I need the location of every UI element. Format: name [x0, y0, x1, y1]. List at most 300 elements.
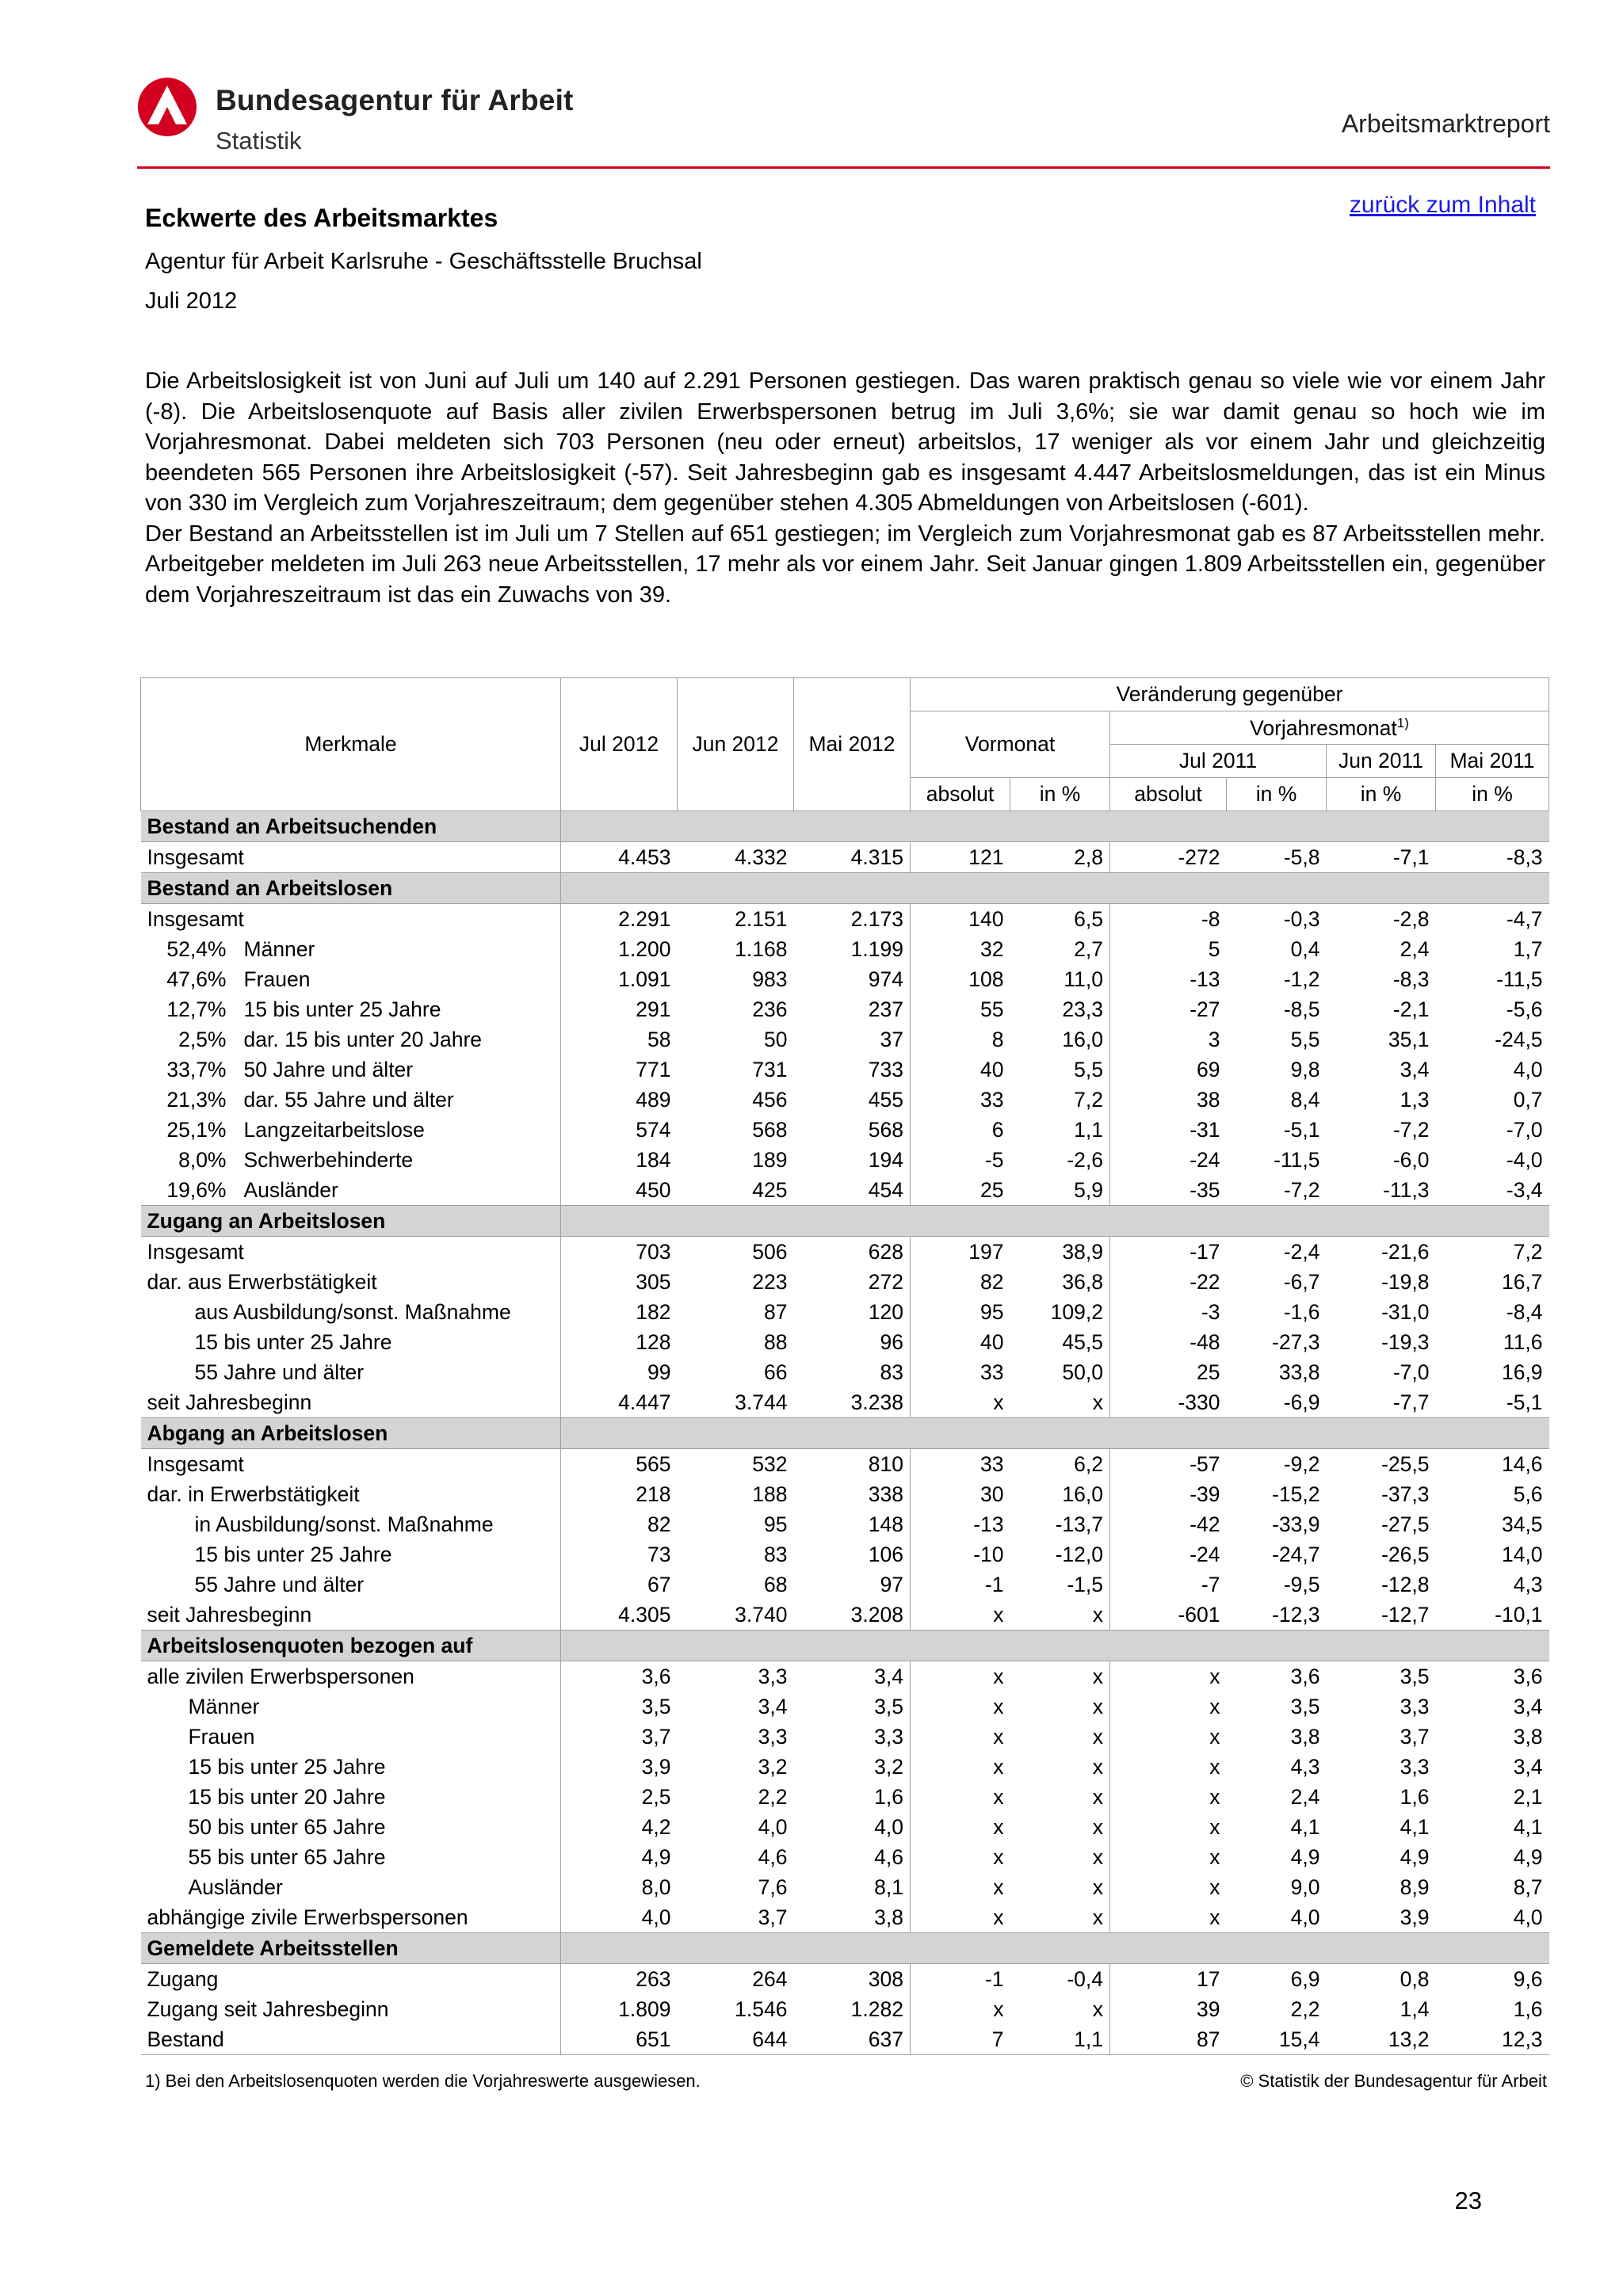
table-row	[141, 1782, 1549, 1812]
value-cell: x	[1110, 1872, 1227, 1902]
value-cell: 0,8	[1400, 1966, 1430, 1991]
value-cell: 16,0	[1062, 1027, 1103, 1051]
row-label: Zugang seit Jahresbeginn	[147, 1997, 389, 2021]
value-cell: 38,9	[1062, 1239, 1103, 1264]
value-cell: 5,5	[1290, 1027, 1320, 1051]
value-cell: 6,5	[1074, 906, 1103, 931]
value-cell: 3,6	[641, 1664, 671, 1688]
value-cell: 3.744	[735, 1390, 788, 1414]
value-cell: 2,2	[758, 1784, 788, 1809]
share-percent: 33,7%	[166, 1057, 227, 1081]
section-title: Gemeldete Arbeitsstellen	[141, 1933, 561, 1964]
value-cell: -57	[1110, 1449, 1227, 1480]
value-cell: -2,6	[1067, 1147, 1103, 1172]
value-cell: 36,8	[1062, 1269, 1103, 1294]
table-row	[141, 1357, 1549, 1387]
value-cell: 3,4	[874, 1664, 903, 1688]
col-header-jul-2011: Jul 2011	[1110, 745, 1327, 778]
value-cell: 1.282	[850, 1997, 903, 2021]
row-label-cell	[141, 1539, 561, 1569]
row-label-cell	[141, 1175, 561, 1206]
section-fill	[561, 1933, 1549, 1964]
value-cell: 99	[647, 1360, 671, 1384]
value-cell: 7	[911, 2024, 1010, 2055]
value-cell: 4,9	[1290, 1844, 1320, 1869]
value-cell: x	[1110, 1722, 1227, 1752]
value-cell: -12,7	[1381, 1602, 1430, 1627]
value-cell: 67	[647, 1572, 671, 1596]
value-cell: x	[911, 1752, 1010, 1782]
value-cell: -7,0	[1506, 1117, 1543, 1142]
value-cell: 4,0	[758, 1814, 788, 1839]
value-cell: 4.453	[618, 845, 671, 869]
section-header-row	[141, 1418, 1549, 1449]
table-row	[141, 1994, 1549, 2024]
value-cell: 637	[794, 2024, 911, 2055]
row-label-cell	[141, 1842, 561, 1872]
value-cell: x	[911, 1600, 1010, 1630]
table-row	[141, 1297, 1549, 1327]
value-cell: 4,0	[1513, 1905, 1543, 1929]
value-cell: 506	[752, 1239, 788, 1264]
value-cell: 194	[868, 1147, 903, 1172]
page-number: 23	[1454, 2187, 1482, 2214]
value-cell: 565	[636, 1451, 671, 1476]
row-label-cell	[141, 842, 561, 873]
row-label-cell	[141, 1782, 561, 1812]
row-label: Insgesamt	[147, 1239, 244, 1264]
value-cell: x	[1110, 1842, 1227, 1872]
section-title: Abgang an Arbeitslosen	[141, 1418, 561, 1449]
row-label: Insgesamt	[147, 1451, 244, 1476]
value-cell: -26,5	[1381, 1542, 1430, 1566]
value-cell: 23,3	[1062, 997, 1103, 1021]
table-row	[141, 1175, 1549, 1206]
value-cell: 8,4	[1290, 1087, 1320, 1112]
value-cell: -2,8	[1392, 906, 1430, 931]
value-cell: 128	[636, 1329, 671, 1354]
value-cell: -6,9	[1283, 1390, 1320, 1414]
value-cell: 82	[647, 1512, 671, 1536]
value-cell: 8,0	[641, 1875, 671, 1899]
value-cell: -33,9	[1272, 1512, 1320, 1536]
value-cell: x	[1092, 1784, 1103, 1809]
value-cell: 3,3	[758, 1664, 788, 1688]
table-row	[141, 1752, 1549, 1782]
value-cell: 2.291	[618, 906, 671, 931]
value-cell: 450	[636, 1177, 671, 1202]
value-cell: -13	[1110, 964, 1227, 994]
value-cell: 9,0	[1290, 1875, 1320, 1899]
row-label: 55 Jahre und älter	[194, 1572, 365, 1596]
row-label-cell	[141, 1267, 561, 1297]
value-cell: 2,8	[1074, 845, 1103, 869]
value-cell: 12,3	[1436, 2024, 1549, 2055]
value-cell: 87	[764, 1299, 788, 1324]
section-header-row	[141, 873, 1549, 904]
intro-paragraph: Die Arbeitslosigkeit ist von Juni auf Juli um 140 auf 2.291 Personen gestiegen. Das waren praktisch genau so viele wie vor einem Jahr (-8). Die Arbeitslosenquote auf Basis aller zivilen Erwerbspersonen betrug im Juli 3,6%; sie war damit genau so hoch wie im Vorjahresmonat. Dabei meldeten sich 703 Personen (neu oder erneut) arbeitslos, 17 weniger als vor einem Jahr und gleichzeitig beendeten 565 Personen ihre Arbeitslosigkeit (-57). Seit Jahresbeginn gab es insgesamt 4.447 Arbeitslosmeldungen, das ist ein Minus von 330 im Vergleich zum Vorjahreszeitraum; dem gegenüber stehen 4.305 Abmeldungen von Arbeitslosen (-601).	[145, 368, 1545, 516]
value-cell: -25,5	[1381, 1451, 1430, 1476]
value-cell: 83	[880, 1360, 903, 1384]
share-percent: 8,0%	[178, 1147, 227, 1172]
value-cell: 8	[911, 1024, 1010, 1055]
footnote-mark: 1)	[1396, 715, 1409, 730]
value-cell: 3,3	[758, 1724, 788, 1749]
value-cell: -24,5	[1495, 1027, 1543, 1051]
col-header-in-pct: in %	[1327, 778, 1436, 811]
table-row	[141, 1055, 1549, 1085]
value-cell: -601	[1110, 1600, 1227, 1630]
row-label-cell	[141, 1600, 561, 1630]
value-cell: -8,5	[1283, 997, 1320, 1021]
section-title: Bestand an Arbeitsuchenden	[141, 811, 561, 842]
value-cell: -12,3	[1272, 1602, 1320, 1627]
value-cell: -19,8	[1381, 1269, 1430, 1294]
value-cell: 120	[868, 1299, 903, 1324]
row-label: Ausländer	[243, 1177, 338, 1202]
col-header-mai-2011: Mai 2011	[1436, 745, 1549, 778]
section-fill	[561, 873, 1549, 904]
value-cell: -1,5	[1067, 1572, 1103, 1596]
row-label-cell	[141, 994, 561, 1024]
row-label-cell	[141, 1115, 561, 1145]
value-cell: 574	[636, 1117, 671, 1142]
value-cell: -0,4	[1067, 1966, 1103, 1991]
value-cell: 703	[636, 1239, 671, 1264]
value-cell: 568	[868, 1117, 903, 1142]
row-label: 15 bis unter 25 Jahre	[188, 1754, 386, 1779]
value-cell: 4.447	[618, 1390, 671, 1414]
report-name: Arbeitsmarktreport	[1341, 109, 1550, 138]
value-cell: 58	[647, 1027, 671, 1051]
section-fill	[561, 811, 1549, 842]
back-to-contents-link[interactable]: zurück zum Inhalt	[1349, 192, 1536, 218]
row-label-cell	[141, 1387, 561, 1418]
value-cell: 489	[636, 1087, 671, 1112]
report-period: Juli 2012	[145, 288, 238, 314]
table-row	[141, 842, 1549, 873]
table-row	[141, 1964, 1549, 1995]
value-cell: 189	[752, 1147, 788, 1172]
table-row	[141, 1691, 1549, 1722]
table-row	[141, 964, 1549, 994]
value-cell: 14,6	[1501, 1451, 1543, 1476]
footnote: 1) Bei den Arbeitslosenquoten werden die Vorjahreswerte ausgewiesen.	[145, 2071, 701, 2091]
value-cell: 532	[752, 1451, 788, 1476]
vorjahresmonat-label: Vorjahresmonat	[1250, 715, 1397, 740]
share-percent: 25,1%	[166, 1117, 227, 1142]
table-row	[141, 1327, 1549, 1357]
value-cell: 3,5	[1290, 1694, 1320, 1718]
row-label-cell	[141, 1297, 561, 1327]
section-title: Arbeitslosenquoten bezogen auf	[141, 1630, 561, 1661]
value-cell: -24,7	[1272, 1542, 1320, 1566]
col-header-in-pct: in %	[1010, 778, 1110, 811]
section-header-row	[141, 811, 1549, 842]
row-label: alle zivilen Erwerbspersonen	[147, 1664, 414, 1688]
value-cell: -22	[1110, 1267, 1227, 1297]
row-label: seit Jahresbeginn	[147, 1602, 312, 1627]
value-cell: 4,6	[874, 1844, 903, 1869]
value-cell: -3,4	[1506, 1177, 1543, 1202]
row-label-cell	[141, 1902, 561, 1933]
value-cell: 628	[868, 1239, 903, 1264]
value-cell: 40	[911, 1327, 1010, 1357]
value-cell: 83	[764, 1542, 788, 1566]
value-cell: 6,9	[1290, 1966, 1320, 1991]
value-cell: x	[911, 1812, 1010, 1842]
section-header-row	[141, 1206, 1549, 1237]
value-cell: 4,3	[1290, 1754, 1320, 1779]
key-figures-table	[140, 677, 1549, 2055]
value-cell: 3,4	[1400, 1057, 1430, 1081]
value-cell: -24	[1110, 1539, 1227, 1569]
value-cell: 82	[911, 1267, 1010, 1297]
row-label: 15 bis unter 25 Jahre	[194, 1329, 392, 1354]
row-label: in Ausbildung/sonst. Maßnahme	[194, 1512, 494, 1536]
value-cell: x	[911, 1387, 1010, 1418]
value-cell: 1.546	[735, 1997, 788, 2021]
value-cell: x	[1110, 1661, 1227, 1692]
value-cell: x	[1092, 1875, 1103, 1899]
value-cell: 223	[752, 1269, 788, 1294]
row-label-cell	[141, 1691, 561, 1722]
value-cell: 184	[636, 1147, 671, 1172]
value-cell: 88	[764, 1329, 788, 1354]
row-label-cell	[141, 1569, 561, 1600]
value-cell: 3,5	[874, 1694, 903, 1718]
value-cell: 33	[911, 1449, 1010, 1480]
row-label: Frauen	[188, 1724, 255, 1749]
table-row	[141, 1267, 1549, 1297]
value-cell: x	[911, 1691, 1010, 1722]
value-cell: 4,2	[641, 1814, 671, 1839]
value-cell: -7	[1110, 1569, 1227, 1600]
row-label-cell	[141, 1964, 561, 1995]
value-cell: 3,5	[1400, 1664, 1430, 1688]
value-cell: -9,5	[1283, 1572, 1320, 1596]
value-cell: 3,2	[874, 1754, 903, 1779]
row-label-cell	[141, 1994, 561, 2024]
table-row	[141, 1661, 1549, 1692]
value-cell: -48	[1110, 1327, 1227, 1357]
value-cell: 4,1	[1290, 1814, 1320, 1839]
table-row	[141, 1024, 1549, 1055]
value-cell: 66	[764, 1360, 788, 1384]
section-header-row	[141, 1630, 1549, 1661]
value-cell: 11,0	[1064, 967, 1103, 991]
value-cell: -1,2	[1283, 967, 1320, 991]
col-header-merkmale: Merkmale	[141, 678, 561, 811]
row-label: 55 Jahre und älter	[194, 1360, 365, 1384]
value-cell: 39	[1110, 1994, 1227, 2024]
value-cell: 38	[1110, 1085, 1227, 1115]
row-label: Männer	[243, 936, 315, 961]
value-cell: x	[1092, 1694, 1103, 1718]
value-cell: 1,6	[874, 1784, 903, 1809]
value-cell: -2,1	[1392, 997, 1430, 1021]
value-cell: 568	[752, 1117, 788, 1142]
value-cell: -6,7	[1283, 1269, 1320, 1294]
value-cell: 4,9	[1400, 1844, 1430, 1869]
value-cell: 140	[911, 904, 1010, 935]
row-label: 15 bis unter 25 Jahre	[194, 1542, 392, 1566]
value-cell: x	[1110, 1782, 1227, 1812]
row-label-cell	[141, 1752, 561, 1782]
value-cell: 3,4	[1513, 1694, 1543, 1718]
share-percent: 52,4%	[166, 936, 227, 961]
value-cell: x	[1092, 1724, 1103, 1749]
row-label: Männer	[188, 1694, 260, 1718]
value-cell: 35,1	[1388, 1027, 1430, 1051]
value-cell: -35	[1110, 1175, 1227, 1206]
value-cell: -10,1	[1495, 1602, 1543, 1627]
value-cell: 9,6	[1513, 1966, 1543, 1991]
share-percent: 47,6%	[166, 967, 227, 991]
value-cell: 9,8	[1290, 1057, 1320, 1081]
value-cell: 45,5	[1062, 1329, 1103, 1354]
value-cell: 1,1	[1010, 2024, 1110, 2055]
share-percent: 2,5%	[178, 1027, 227, 1051]
value-cell: 4,1	[1400, 1814, 1430, 1839]
section-fill	[561, 1206, 1549, 1237]
value-cell: 1,6	[1513, 1997, 1543, 2021]
ba-logo-icon	[137, 77, 197, 137]
row-label: aus Ausbildung/sonst. Maßnahme	[194, 1299, 511, 1324]
value-cell: -21,6	[1381, 1239, 1430, 1264]
value-cell: 456	[752, 1087, 788, 1112]
value-cell: -42	[1110, 1509, 1227, 1539]
row-label: Bestand	[147, 2027, 224, 2051]
value-cell: -1	[911, 1964, 1010, 1995]
value-cell: 15,4	[1227, 2024, 1327, 2055]
value-cell: -27	[1110, 994, 1227, 1024]
row-label-cell	[141, 1872, 561, 1902]
col-header-vorjahresmonat	[1110, 711, 1549, 745]
value-cell: -4,0	[1506, 1147, 1543, 1172]
value-cell: 109,2	[1050, 1299, 1103, 1324]
row-label-cell	[141, 1145, 561, 1175]
value-cell: 651	[561, 2024, 678, 2055]
value-cell: x	[1092, 1390, 1103, 1414]
row-label-cell	[141, 964, 561, 994]
value-cell: -7,2	[1283, 1177, 1320, 1202]
value-cell: -37,3	[1381, 1482, 1430, 1506]
value-cell: 5,5	[1074, 1057, 1103, 1081]
value-cell: x	[1092, 1905, 1103, 1929]
value-cell: 983	[752, 967, 788, 991]
table-row	[141, 1569, 1549, 1600]
value-cell: 3,2	[758, 1754, 788, 1779]
row-label: 55 bis unter 65 Jahre	[188, 1844, 386, 1869]
section-fill	[561, 1630, 1549, 1661]
value-cell: 3,6	[1513, 1664, 1543, 1688]
value-cell: 4.305	[618, 1602, 671, 1627]
table-row	[141, 2024, 1549, 2055]
value-cell: 16,9	[1501, 1360, 1543, 1384]
value-cell: 0,4	[1290, 936, 1320, 961]
value-cell: 2,5	[641, 1784, 671, 1809]
table-row	[141, 1539, 1549, 1569]
row-label-cell	[141, 1237, 561, 1268]
value-cell: -1,6	[1283, 1299, 1320, 1324]
value-cell: 25	[911, 1175, 1010, 1206]
value-cell: 4,0	[641, 1905, 671, 1929]
value-cell: 3.238	[850, 1390, 903, 1414]
value-cell: -2,4	[1283, 1239, 1320, 1264]
table-row	[141, 1812, 1549, 1842]
value-cell: 1.091	[618, 967, 671, 991]
value-cell: 3.740	[735, 1602, 788, 1627]
value-cell: 236	[752, 997, 788, 1021]
value-cell: 338	[868, 1482, 903, 1506]
value-cell: 1,1	[1074, 1117, 1103, 1142]
table-row	[141, 1449, 1549, 1480]
value-cell: 3,6	[1290, 1664, 1320, 1688]
value-cell: 4,1	[1513, 1814, 1543, 1839]
value-cell: 3,5	[641, 1694, 671, 1718]
value-cell: 2,1	[1513, 1784, 1543, 1809]
value-cell: 4,3	[1513, 1572, 1543, 1596]
value-cell: x	[1092, 1844, 1103, 1869]
value-cell: 3,8	[1290, 1724, 1320, 1749]
value-cell: x	[911, 1661, 1010, 1692]
table-row	[141, 934, 1549, 964]
value-cell: 4,9	[1513, 1844, 1543, 1869]
value-cell: 96	[880, 1329, 903, 1354]
value-cell: -0,3	[1283, 906, 1320, 931]
value-cell: 1.168	[735, 936, 788, 961]
value-cell: 264	[752, 1966, 788, 1991]
value-cell: 3,9	[1400, 1905, 1430, 1929]
value-cell: 95	[911, 1297, 1010, 1327]
value-cell: 771	[636, 1057, 671, 1081]
value-cell: 4,6	[758, 1844, 788, 1869]
value-cell: x	[1110, 1752, 1227, 1782]
row-label: Insgesamt	[147, 906, 244, 931]
table-row	[141, 1842, 1549, 1872]
value-cell: 2,4	[1290, 1784, 1320, 1809]
value-cell: 1,6	[1400, 1784, 1430, 1809]
value-cell: 1.199	[850, 936, 903, 961]
value-cell: -11,3	[1383, 1177, 1430, 1202]
value-cell: 16,0	[1062, 1482, 1103, 1506]
value-cell: 14,0	[1501, 1542, 1543, 1566]
value-cell: -11,5	[1274, 1147, 1320, 1172]
value-cell: 237	[868, 997, 903, 1021]
value-cell: -27,3	[1272, 1329, 1320, 1354]
table-row	[141, 1115, 1549, 1145]
value-cell: x	[911, 1722, 1010, 1752]
row-label-cell	[141, 1449, 561, 1480]
intro-paragraph: Der Bestand an Arbeitsstellen ist im Juli um 7 Stellen auf 651 gestiegen; im Vergleich zum Vorjahresmonat gab es 87 Arbeitsstellen mehr. Arbeitgeber meldeten im Juli 263 neue Arbeitsstellen, 17 mehr als vor einem Jahr. Seit Januar gingen 1.809 Arbeitsstellen ein, gegenüber dem Vorjahreszeitraum ist das ein Zuwachs von 39.	[145, 521, 1545, 608]
section-title: Bestand an Arbeitslosen	[141, 873, 561, 904]
value-cell: 30	[911, 1479, 1010, 1509]
value-cell: 3,8	[874, 1905, 903, 1929]
value-cell: 425	[752, 1177, 788, 1202]
value-cell: x	[1092, 1754, 1103, 1779]
value-cell: 40	[911, 1055, 1010, 1085]
value-cell: 5	[1110, 934, 1227, 964]
value-cell: x	[1110, 1691, 1227, 1722]
row-label-cell	[141, 904, 561, 935]
row-label: Frauen	[243, 967, 311, 991]
table-body	[141, 811, 1549, 2055]
value-cell: -8,3	[1392, 967, 1430, 991]
value-cell: -19,3	[1381, 1329, 1430, 1354]
row-label: dar. aus Erwerbstätigkeit	[147, 1269, 377, 1294]
value-cell: -39	[1110, 1479, 1227, 1509]
